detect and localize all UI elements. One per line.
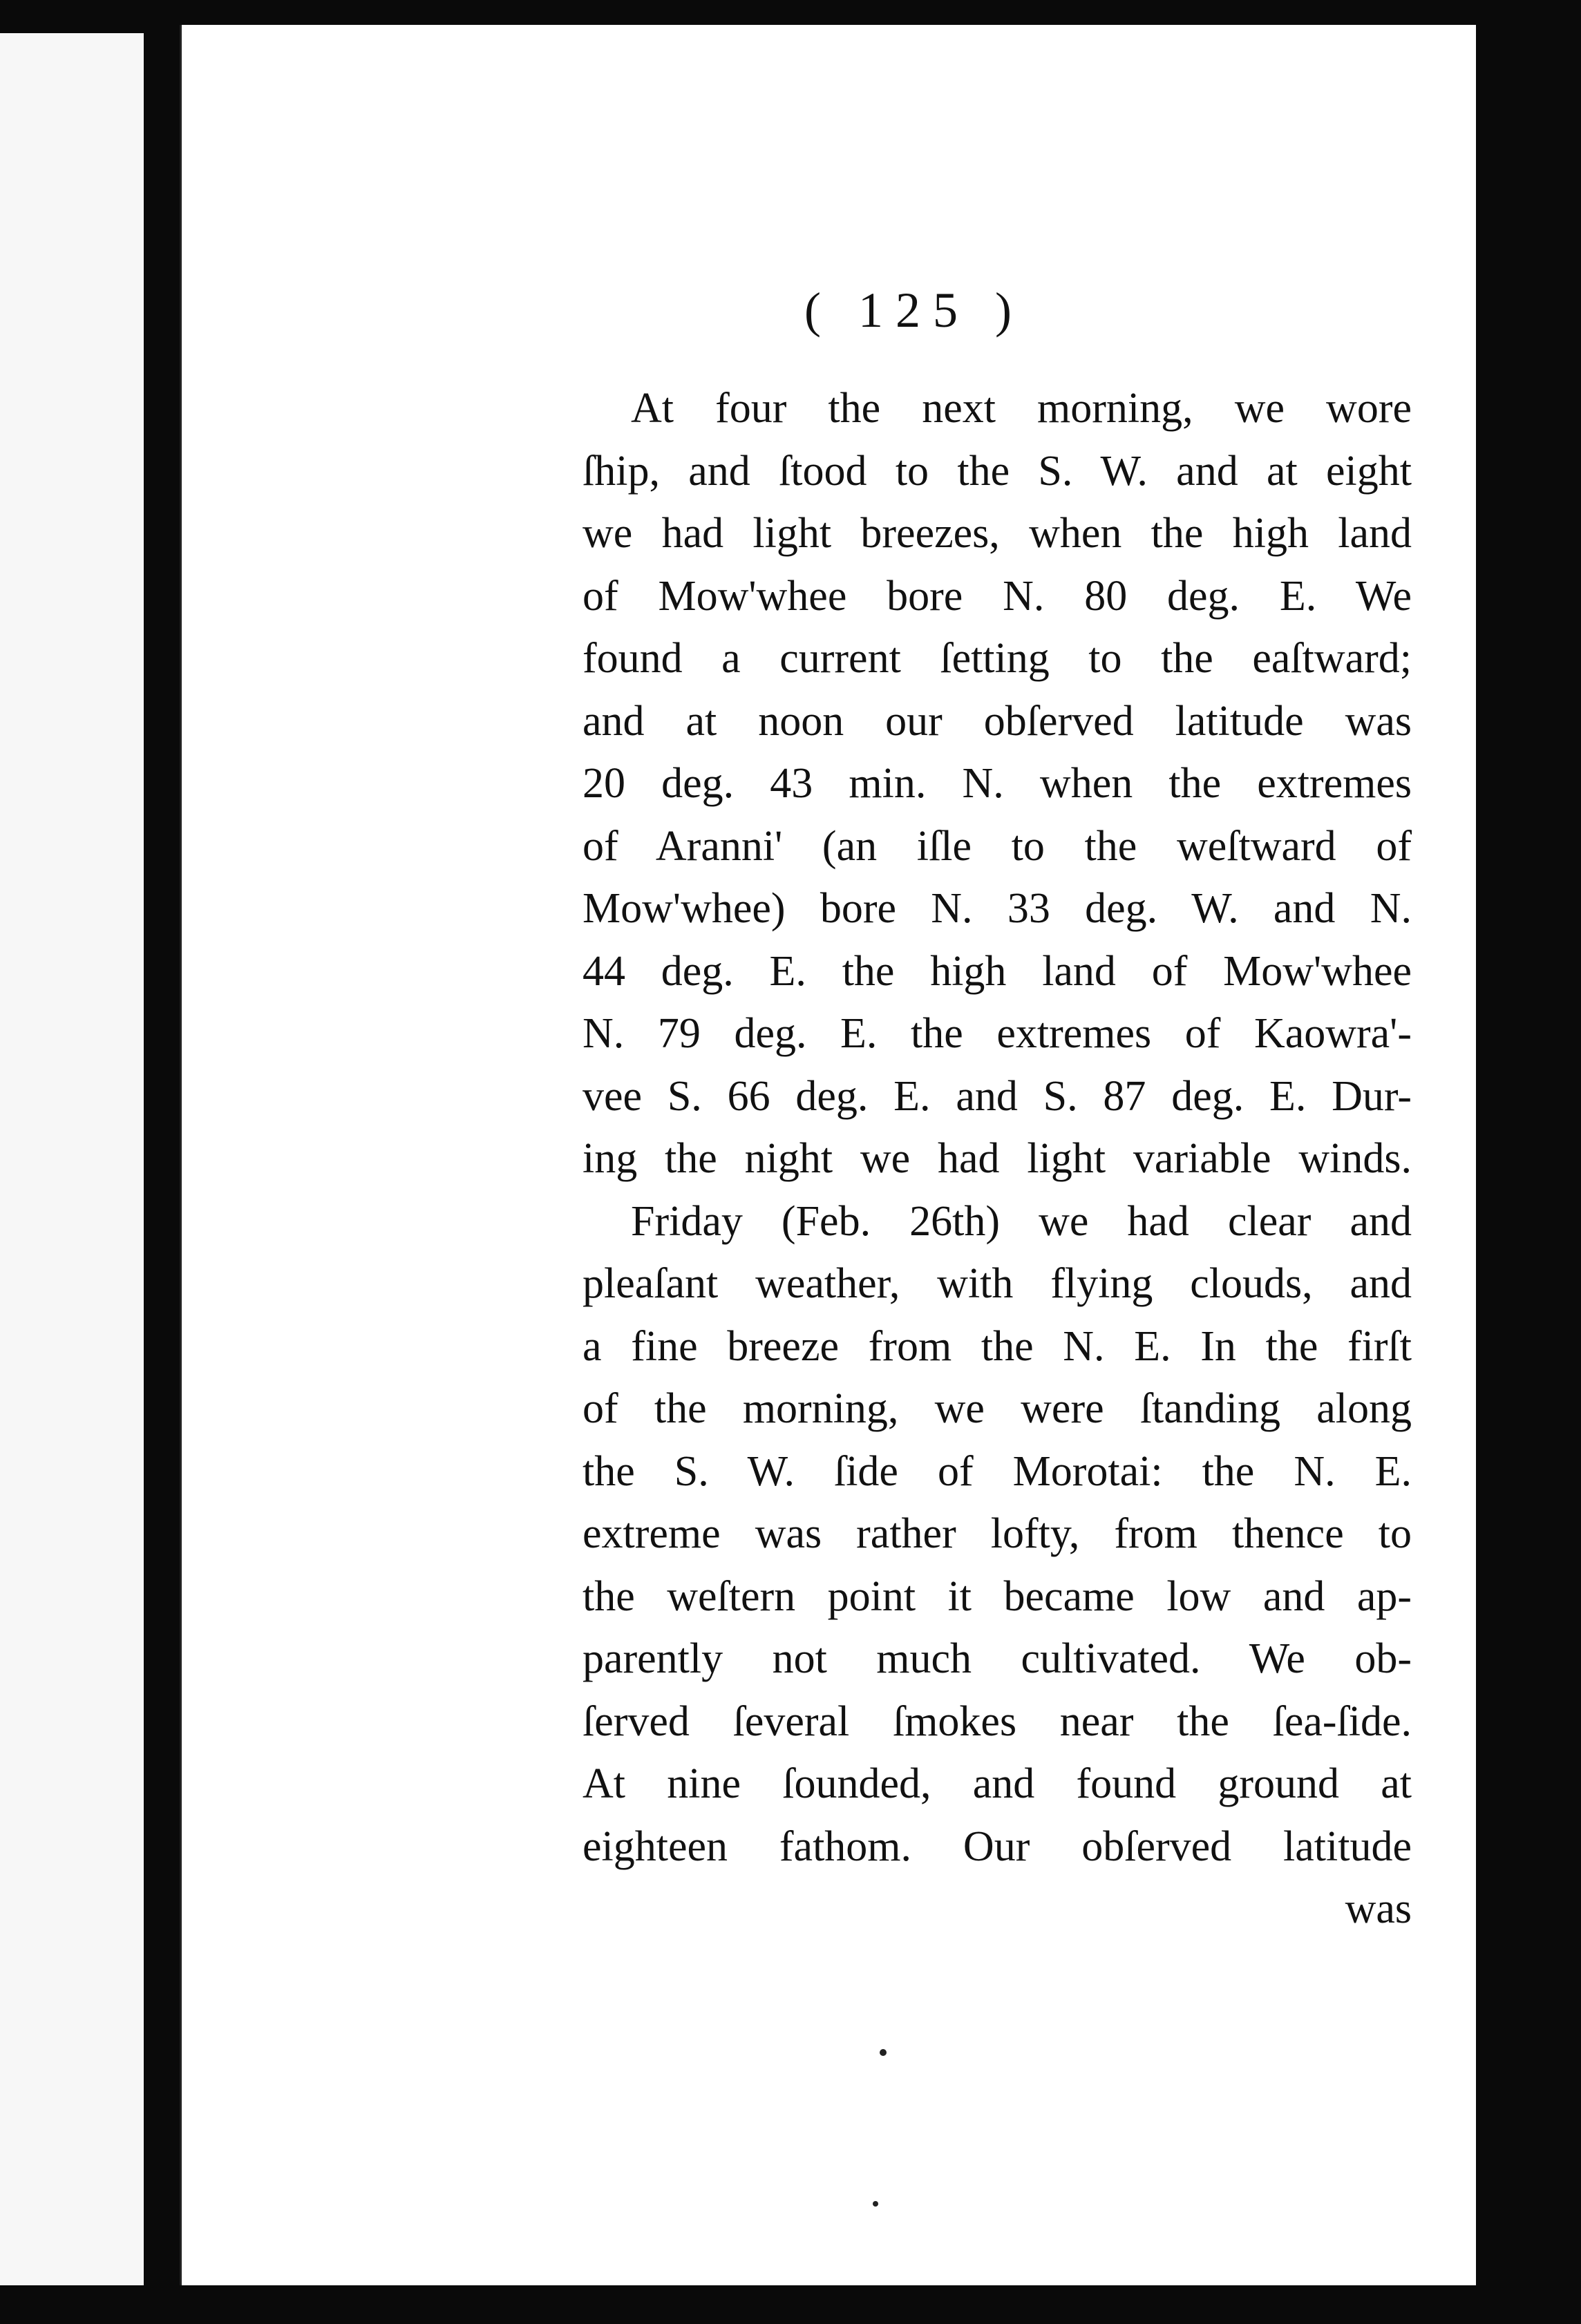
ink-speck — [873, 2201, 878, 2207]
page-body-text — [583, 377, 1412, 1941]
book-page — [180, 25, 1478, 2285]
text-line: 44 deg. E. the high land of Mow'whee — [583, 947, 1412, 995]
text-line: At nine ſounded, and found ground at — [583, 1760, 1412, 1807]
text-line: of the morning, we were ſtanding along — [583, 1385, 1412, 1432]
paragraph-1 — [583, 377, 1412, 1190]
text-line: found a current ſetting to the eaſtward; — [583, 635, 1412, 682]
text-line: extreme was rather lofty, from thence to — [583, 1510, 1412, 1557]
text-line: the S. W. ſide of Morotai: the N. E. — [583, 1447, 1412, 1495]
text-line: ing the night we had light variable winds. — [583, 1135, 1412, 1182]
text-line: we had light breezes, when the high land — [583, 510, 1412, 557]
page-number: ( 125 ) — [804, 283, 1024, 338]
text-line: At four the next morning, we wore — [631, 385, 1412, 432]
text-line: 20 deg. 43 min. N. when the extremes — [583, 760, 1412, 807]
ink-speck — [880, 2049, 887, 2056]
book-gutter — [144, 33, 180, 2285]
scan-bottom-border — [0, 2285, 1581, 2324]
catchword: was — [1345, 1885, 1412, 1932]
facing-page-edge — [0, 33, 144, 2285]
text-line: the weſtern point it became low and ap- — [583, 1572, 1412, 1620]
text-line: of Mow'whee bore N. 80 deg. E. We — [583, 572, 1412, 620]
text-line: a fine breeze from the N. E. In the firſt — [583, 1322, 1412, 1370]
text-line: Friday (Feb. 26th) we had clear and — [631, 1197, 1412, 1245]
text-line: of Aranni' (an iſle to the weſtward of — [583, 822, 1412, 870]
scan-right-border — [1476, 0, 1581, 2324]
text-line: ſhip, and ſtood to the S. W. and at eight — [583, 447, 1412, 495]
paragraph-2 — [583, 1190, 1412, 1878]
text-line: N. 79 deg. E. the extremes of Kaowra'- — [583, 1010, 1412, 1057]
text-line: vee S. 66 deg. E. and S. 87 deg. E. Dur- — [583, 1072, 1412, 1120]
text-line: ſerved ſeveral ſmokes near the ſea-ſide. — [583, 1697, 1412, 1745]
text-line: eighteen fathom. Our obſerved latitude — [583, 1822, 1412, 1870]
text-line: pleaſant weather, with flying clouds, and — [583, 1260, 1412, 1307]
text-line: Mow'whee) bore N. 33 deg. W. and N. — [583, 885, 1412, 932]
text-line: and at noon our obſerved latitude was — [583, 697, 1412, 745]
text-line: parently not much cultivated. We ob- — [583, 1635, 1412, 1682]
